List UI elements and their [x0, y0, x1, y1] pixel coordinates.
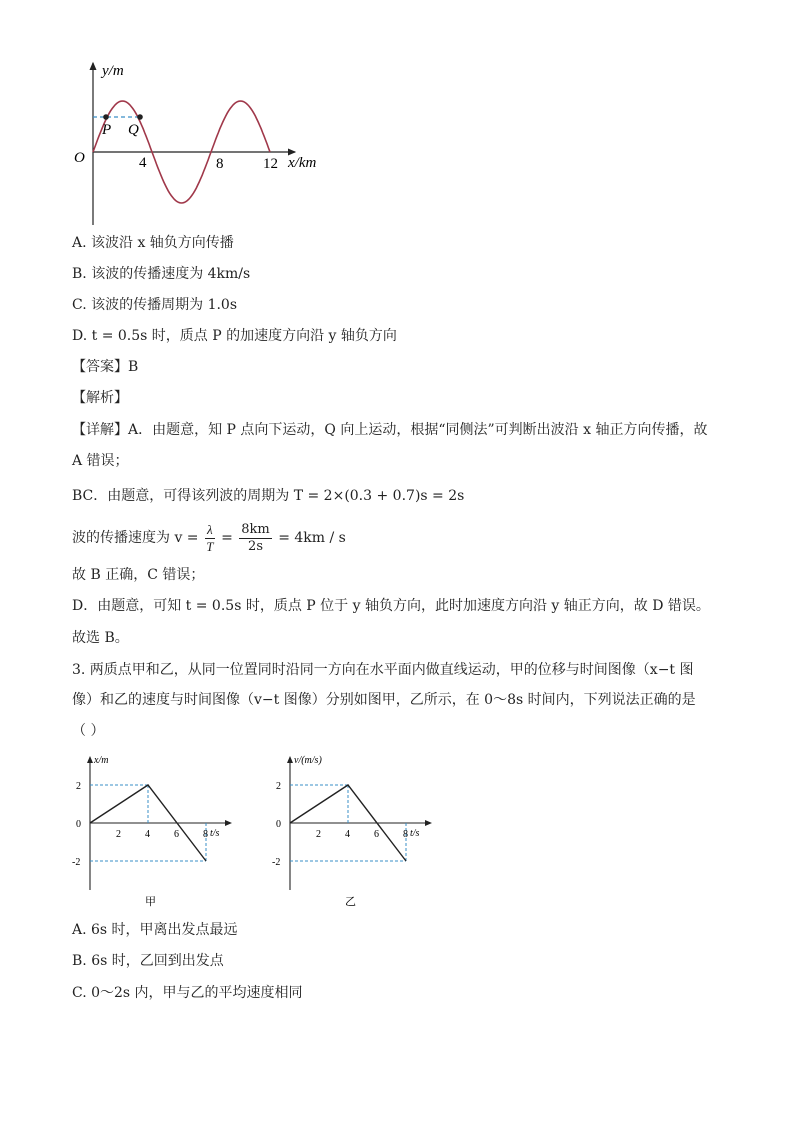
explanation-line-2: A 错误；: [72, 453, 129, 469]
explanation-line-5: 故 B 正确，C 错误；: [72, 567, 205, 583]
explanation-line-7: 故选 B。: [72, 630, 129, 646]
chart-x-tick-label: 8: [403, 829, 408, 840]
analysis-label: 【解析】: [72, 390, 128, 406]
wave-tick-12: 12: [263, 156, 278, 172]
chart-caption: 甲: [145, 895, 156, 908]
option-c: C. 该波的传播周期为 1.0s: [72, 297, 238, 313]
chart-x-tick-label: 2: [116, 829, 121, 840]
chart-x-axis-label: t/s: [410, 828, 420, 839]
chart-y-arrow: [287, 756, 293, 763]
fraction-equals: =: [221, 530, 233, 546]
chart-caption: 乙: [345, 895, 356, 908]
explanation-line-3: BC．由题意，可得该列波的周期为 T = 2×(0.3 + 0.7)s = 2s: [72, 488, 465, 504]
fraction-numerator: λ: [207, 521, 213, 537]
chart-y-tick-label: 0: [276, 819, 281, 830]
wave-x-axis-label: x/km: [288, 155, 317, 171]
velocity-suffix: = 4km / s: [278, 530, 346, 546]
question3-line-3: （ ）: [72, 723, 105, 739]
point-p-label: P: [102, 122, 112, 138]
answer-label: 【答案】: [72, 359, 128, 375]
chart-x-axis-label: t/s: [210, 828, 220, 839]
chart-x-arrow: [425, 820, 432, 826]
point-p-dot: [103, 114, 109, 120]
chart-x-arrow: [225, 820, 232, 826]
answer-value: B: [128, 359, 139, 375]
fraction-denominator: T: [206, 538, 214, 554]
point-q-label: Q: [128, 122, 139, 138]
chart-x-tick-label: 4: [345, 829, 350, 840]
q3-option-a: A. 6s 时，甲离出发点最远: [72, 922, 238, 938]
wave-tick-8: 8: [216, 156, 224, 172]
fraction-lambda-over-t: [205, 522, 215, 555]
chart-x-tick-label: 6: [374, 829, 379, 840]
q3-option-c: C. 0～2s 内，甲与乙的平均速度相同: [72, 985, 303, 1001]
chart-x-tick-label: 4: [145, 829, 150, 840]
chart-x-tick-label: 6: [174, 829, 179, 840]
fraction-denominator: 2s: [248, 538, 263, 554]
chart-y-tick-label: 0: [76, 819, 81, 830]
option-a: A. 该波沿 x 轴负方向传播: [72, 235, 234, 251]
wave-tick-4: 4: [139, 155, 147, 171]
chart-y-axis-label: v/(m/s): [294, 755, 322, 766]
option-b: B. 该波的传播速度为 4km/s: [72, 266, 251, 282]
point-q-dot: [137, 114, 143, 120]
chart-x-tick-label: 8: [203, 829, 208, 840]
fraction-8km-over-2s: [239, 522, 271, 555]
fraction-numerator: 8km: [241, 521, 270, 537]
chart-y-arrow: [87, 756, 93, 763]
chart-y-tick-label: -2: [272, 857, 281, 868]
question3-line-1: 3. 两质点甲和乙，从同一位置同时沿同一方向在水平面内做直线运动，甲的位移与时间图像（x−t 图: [72, 662, 694, 678]
option-d: D. t = 0.5s 时，质点 P 的加速度方向沿 y 轴负方向: [72, 328, 397, 344]
wave-origin-label: O: [74, 150, 85, 166]
velocity-prefix: 波的传播速度为 v =: [72, 530, 199, 546]
wave-y-axis-label: y/m: [102, 63, 124, 79]
chart-y-tick-label: -2: [72, 857, 81, 868]
chart-x-tick-label: 2: [316, 829, 321, 840]
wave-figure: [60, 55, 340, 230]
chart-y-tick-label: 2: [276, 781, 281, 792]
explanation-line-6: D．由题意，可知 t = 0.5s 时，质点 P 位于 y 轴负方向，此时加速度方向沿 y 轴正方向，故 D 错误。: [72, 598, 710, 614]
chart-yi: [270, 750, 450, 910]
explanation-line-1: 【详解】A．由题意，知 P 点向下运动，Q 向上运动，根据“同侧法”可判断出波沿 x 轴正方向传播，故: [72, 422, 708, 438]
chart-y-axis-label: x/m: [94, 755, 109, 766]
chart-y-tick-label: 2: [76, 781, 81, 792]
q3-option-b: B. 6s 时，乙回到出发点: [72, 953, 224, 969]
answer-line: [72, 357, 138, 377]
chart-jia: [70, 750, 250, 910]
explanation-line-4: [72, 520, 346, 556]
question3-line-2: 像）和乙的速度与时间图像（v−t 图像）分别如图甲，乙所示，在 0～8s 时间内，下列说法正确的是: [72, 692, 696, 708]
